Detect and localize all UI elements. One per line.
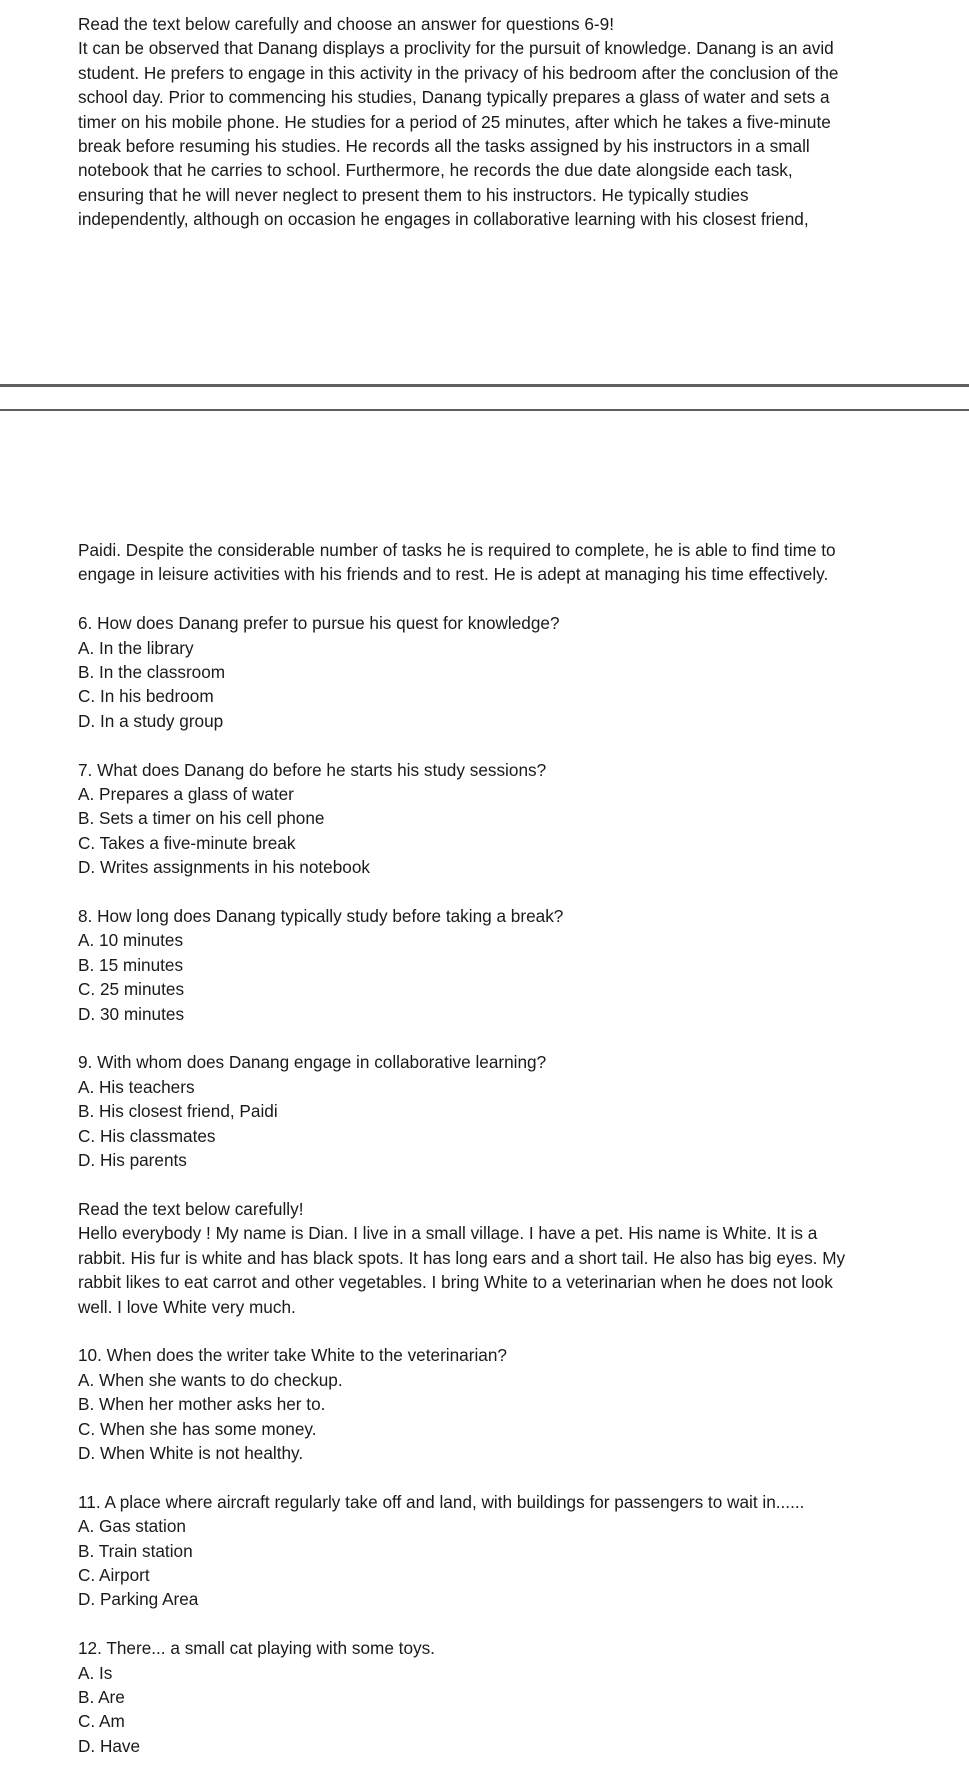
passage-line: timer on his mobile phone. He studies for a period of 25 minutes, after which he takes a five-minute — [78, 111, 831, 132]
passage-line: Hello everybody ! My name is Dian. I live in a small village. I have a pet. His name is White. It is a — [78, 1223, 818, 1244]
reading-passage-dian — [78, 1197, 908, 1319]
passage-line: well. I love White very much. — [78, 1296, 296, 1317]
answer-option: A. Gas station — [78, 1516, 186, 1537]
answer-option: A. Is — [78, 1662, 113, 1683]
answer-option: D. His parents — [78, 1150, 187, 1171]
question-7 — [78, 758, 908, 880]
answer-option: A. Prepares a glass of water — [78, 784, 294, 805]
question-10 — [78, 1343, 908, 1465]
passage-line: student. He prefers to engage in this activity in the privacy of his bedroom after the conclusion of the — [78, 62, 839, 83]
question-8 — [78, 904, 908, 1026]
page-1-content — [78, 12, 908, 232]
passage-line: independently, although on occasion he engages in collaborative learning with his closest friend, — [78, 209, 809, 230]
answer-option: B. In the classroom — [78, 662, 226, 683]
answer-option: A. In the library — [78, 637, 194, 658]
answer-option: B. Train station — [78, 1540, 193, 1561]
answer-option: C. When she has some money. — [78, 1418, 317, 1439]
page-break-separator — [0, 384, 969, 412]
page-2-content — [78, 538, 908, 1758]
passage-line: It can be observed that Danang displays a proclivity for the pursuit of knowledge. Danang is an avid — [78, 38, 834, 59]
question-11 — [78, 1490, 908, 1612]
passage-line: ensuring that he will never neglect to present them to his instructors. He typically studies — [78, 184, 749, 205]
answer-option: B. Sets a timer on his cell phone — [78, 808, 325, 829]
instruction-questions-6-9: Read the text below carefully and choose an answer for questions 6-9! — [78, 14, 614, 34]
document-page-2 — [0, 411, 969, 1774]
passage-line: break before resuming his studies. He records all the tasks assigned by his instructors in a small — [78, 136, 810, 157]
passage-line: engage in leisure activities with his friends and to rest. He is adept at managing his time effectively. — [78, 564, 829, 585]
document-page-1 — [0, 0, 969, 386]
answer-option: D. Parking Area — [78, 1589, 199, 1610]
answer-option: A. His teachers — [78, 1076, 195, 1097]
passage-line: notebook that he carries to school. Furthermore, he records the due date alongside each task, — [78, 160, 793, 181]
answer-option: B. Are — [78, 1686, 125, 1707]
answer-option: D. When White is not healthy. — [78, 1442, 304, 1463]
answer-option: B. His closest friend, Paidi — [78, 1101, 278, 1122]
passage-line: school day. Prior to commencing his studies, Danang typically prepares a glass of water and sets a — [78, 87, 830, 108]
answer-option: D. In a study group — [78, 710, 224, 731]
answer-option: A. When she wants to do checkup. — [78, 1369, 343, 1390]
answer-option: C. In his bedroom — [78, 686, 214, 707]
question-text: 11. A place where aircraft regularly take off and land, with buildings for passengers to wait in...... — [78, 1491, 805, 1512]
instruction-read-text: Read the text below carefully! — [78, 1198, 304, 1219]
question-text: 6. How does Danang prefer to pursue his quest for knowledge? — [78, 613, 560, 634]
answer-option: B. When her mother asks her to. — [78, 1394, 326, 1415]
answer-option: C. 25 minutes — [78, 979, 185, 1000]
passage-line: Paidi. Despite the considerable number of tasks he is required to complete, he is able to find time to — [78, 540, 836, 560]
answer-option: B. 15 minutes — [78, 954, 184, 975]
passage-line: rabbit likes to eat carrot and other vegetables. I bring White to a veterinarian when he does not look — [78, 1272, 833, 1293]
passage-danang — [78, 36, 908, 231]
answer-option: D. 30 minutes — [78, 1003, 185, 1024]
answer-option: C. Airport — [78, 1564, 150, 1585]
question-text: 8. How long does Danang typically study before taking a break? — [78, 906, 564, 927]
question-9 — [78, 1050, 908, 1172]
question-text: 10. When does the writer take White to the veterinarian? — [78, 1345, 507, 1366]
answer-option: C. Takes a five-minute break — [78, 832, 296, 853]
question-12 — [78, 1636, 908, 1758]
question-6 — [78, 611, 908, 733]
answer-option: C. Am — [78, 1711, 125, 1732]
question-text: 12. There... a small cat playing with some toys. — [78, 1638, 435, 1659]
answer-option: D. Have — [78, 1735, 141, 1756]
question-text: 9. With whom does Danang engage in collaborative learning? — [78, 1052, 547, 1073]
passage-line: rabbit. His fur is white and has black spots. It has long ears and a short tail. He also has big eyes. My — [78, 1247, 846, 1268]
question-text: 7. What does Danang do before he starts his study sessions? — [78, 759, 547, 780]
answer-option: C. His classmates — [78, 1125, 216, 1146]
answer-option: A. 10 minutes — [78, 930, 184, 951]
answer-option: D. Writes assignments in his notebook — [78, 857, 371, 878]
passage-continuation — [78, 538, 908, 587]
